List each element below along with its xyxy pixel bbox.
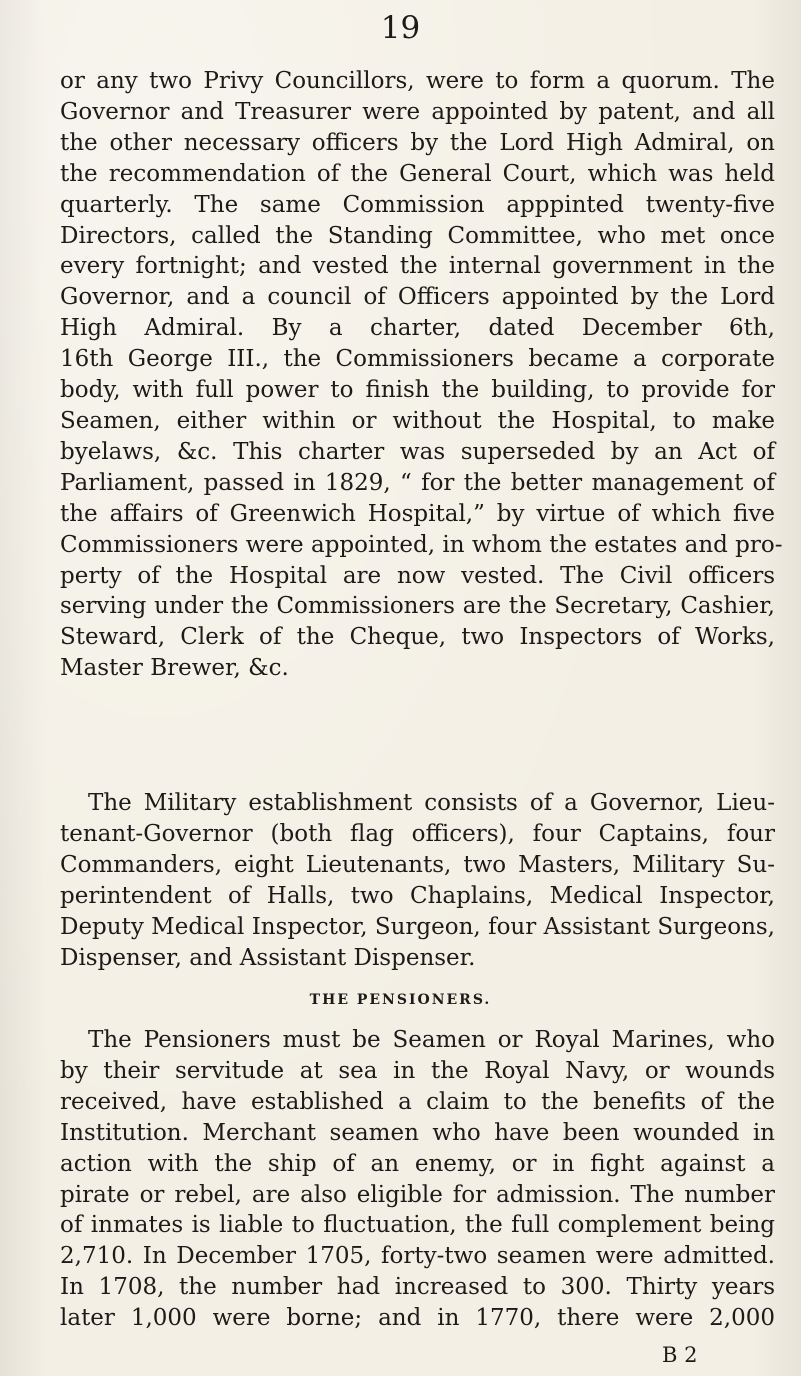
- text-line: by their servitude at sea in the Royal Navy, or wounds: [60, 1057, 775, 1084]
- text-line: Steward, Clerk of the Cheque, two Inspectors of Works,: [60, 624, 775, 651]
- page-number: 19: [380, 10, 421, 46]
- text-line: In 1708, the number had increased to 300. Thirty years: [60, 1274, 775, 1301]
- text-line: Directors, called the Standing Committee, who met once: [60, 222, 775, 249]
- text-line: 16th George III., the Commissioners became a corporate: [60, 346, 775, 373]
- text-line: quarterly. The same Commission apppinted twenty-five: [60, 191, 775, 218]
- paragraph-pensioners: [60, 1025, 775, 1334]
- text-line: Institution. Merchant seamen who have been wounded in: [60, 1119, 775, 1146]
- text-line: Master Brewer, &c.: [60, 655, 289, 682]
- text-line: perty of the Hospital are now vested. The Civil officers: [60, 562, 775, 589]
- text-line: perintendent of Halls, two Chaplains, Medical Inspector,: [60, 882, 775, 909]
- text-line: serving under the Commissioners are the Secretary, Cashier,: [60, 593, 775, 620]
- text-line: Seamen, either within or without the Hospital, to make: [60, 407, 775, 434]
- printer-signature-mark: B 2: [662, 1343, 698, 1367]
- text-line: action with the ship of an enemy, or in fight against a: [60, 1150, 775, 1177]
- text-line: byelaws, &c. This charter was superseded by an Act of: [60, 438, 775, 465]
- text-line: The Pensioners must be Seamen or Royal Marines, who: [88, 1027, 775, 1053]
- text-line: Governor, and a council of Officers appointed by the Lord: [60, 284, 775, 311]
- text-line: tenant-Governor (both flag officers), four Captains, four: [60, 820, 775, 847]
- text-line: Deputy Medical Inspector, Surgeon, four Assistant Surgeons,: [60, 913, 775, 940]
- text-line: Commanders, eight Lieutenants, two Masters, Military Su-: [60, 851, 775, 878]
- text-line: the recommendation of the General Court, which was held: [60, 160, 775, 187]
- paragraph-military-establishment: [60, 788, 775, 973]
- text-line: every fortnight; and vested the internal government in the: [60, 253, 775, 280]
- text-line: pirate or rebel, are also eligible for admission. The number: [60, 1181, 775, 1208]
- text-line: of inmates is liable to fluctuation, the full complement being: [60, 1212, 775, 1239]
- text-line: received, have established a claim to the benefits of the: [60, 1088, 775, 1115]
- text-line: later 1,000 were borne; and in 1770, there were 2,000: [60, 1305, 775, 1332]
- text-line: body, with full power to finish the building, to provide for: [60, 377, 775, 404]
- section-heading: THE PENSIONERS.: [309, 992, 492, 1008]
- text-line: Dispenser, and Assistant Dispenser.: [60, 944, 476, 971]
- text-line: The Military establishment consists of a Governor, Lieu-: [88, 790, 775, 816]
- text-line: Parliament, passed in 1829, “ for the better management of: [60, 469, 775, 496]
- paragraph-governance: [60, 66, 783, 684]
- text-line: Governor and Treasurer were appointed by patent, and all: [60, 98, 775, 125]
- text-line: Commissioners were appointed, in whom the estates and pro-: [60, 531, 783, 558]
- text-line: the affairs of Greenwich Hospital,” by virtue of which five: [60, 500, 775, 527]
- text-line: 2,710. In December 1705, forty-two seamen were admitted.: [60, 1243, 775, 1270]
- text-line: the other necessary officers by the Lord High Admiral, on: [60, 129, 775, 156]
- text-line: High Admiral. By a charter, dated December 6th,: [60, 315, 775, 342]
- text-line: or any two Privy Councillors, were to form a quorum. The: [60, 68, 775, 94]
